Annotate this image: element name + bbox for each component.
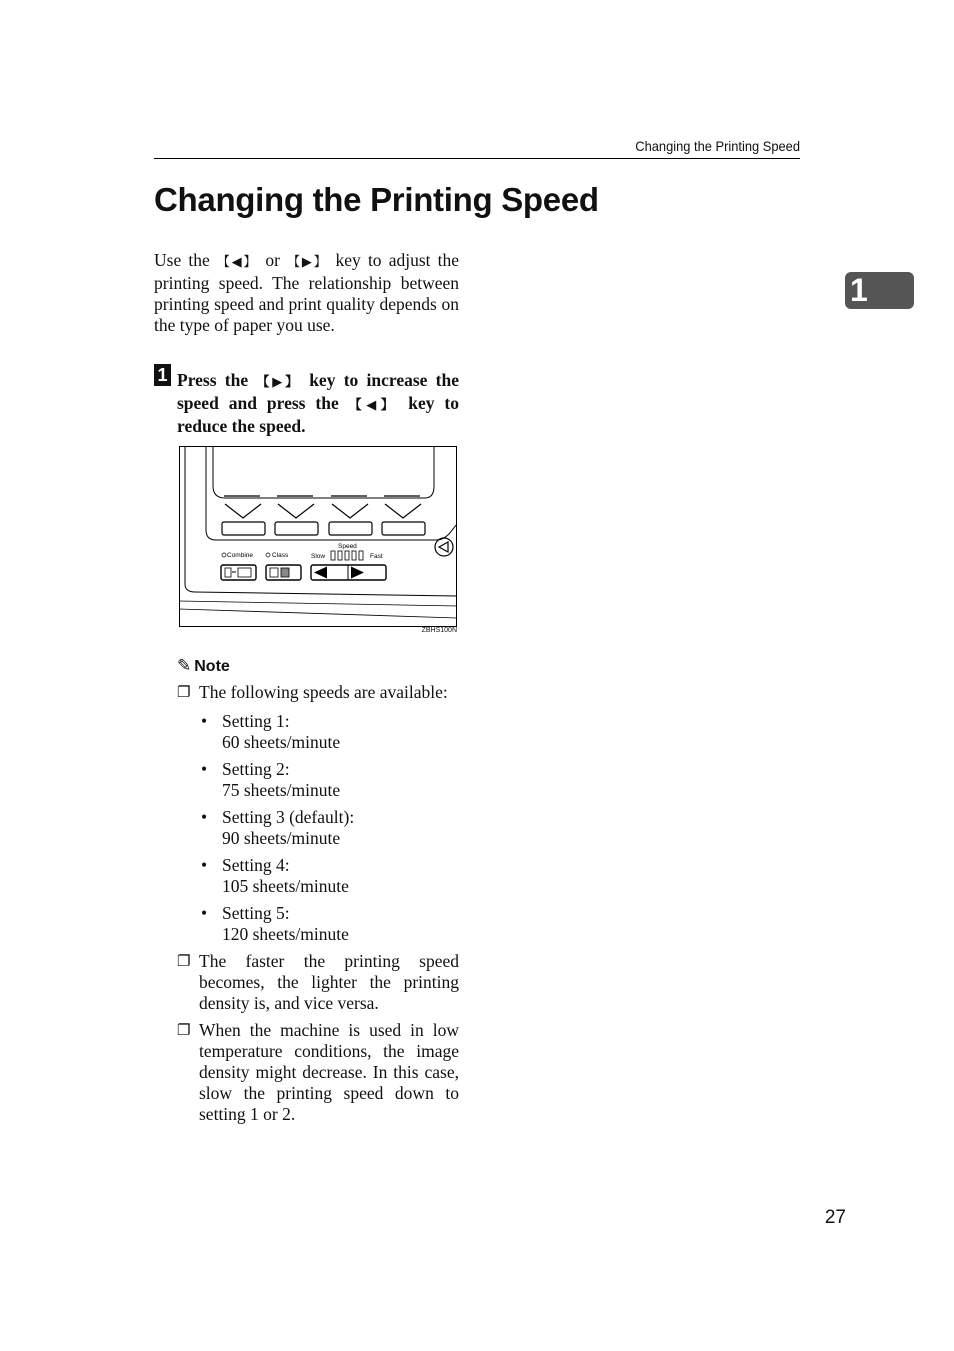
intro-text-2: or — [258, 250, 288, 270]
intro-text-1: Use the — [154, 250, 217, 270]
page-title: Changing the Printing Speed — [154, 181, 599, 218]
speed-setting-label: Setting 3 (default): — [222, 807, 355, 827]
speed-setting-value: 105 sheets/minute — [222, 876, 349, 896]
control-panel-illustration — [179, 446, 458, 627]
speed-label: Speed — [338, 543, 357, 550]
speed-setting-label: Setting 5: — [222, 903, 290, 923]
step-text-1: Press the — [177, 370, 257, 390]
step-instruction — [177, 370, 459, 437]
page-number: 27 — [824, 1207, 846, 1228]
speed-setting-value: 75 sheets/minute — [222, 780, 341, 800]
running-head: Changing the Printing Speed — [635, 138, 800, 154]
note-item — [177, 1020, 459, 1125]
chapter-tab — [845, 272, 914, 309]
step-text-2: key to increase the speed and press the — [177, 370, 459, 413]
step-right-key-label: 【▶】 — [256, 375, 301, 390]
note-item — [177, 682, 459, 945]
speed-setting-item: • Setting 4: 105 sheets/minute — [201, 855, 349, 896]
note-heading-text: Note — [194, 658, 230, 675]
left-key-label: 【◀】 — [216, 255, 259, 270]
speed-settings-list — [199, 711, 459, 945]
header-rule — [154, 158, 800, 159]
intro-paragraph — [154, 250, 459, 336]
note-heading — [177, 656, 230, 676]
combine-label: Combine — [227, 552, 254, 559]
pencil-icon: ✎ — [177, 656, 192, 676]
class-label: Class — [272, 552, 289, 559]
note-item — [177, 951, 459, 1014]
figure-code: ZBHS100N — [421, 627, 457, 634]
speed-setting-item: • Setting 1: 60 sheets/minute — [201, 711, 341, 752]
checkbox-bullet-icon: ❐ — [177, 1021, 191, 1039]
note-list — [177, 682, 459, 1131]
speed-setting-item: • Setting 2: 75 sheets/minute — [201, 759, 341, 800]
speed-setting-value: 120 sheets/minute — [222, 924, 349, 944]
speed-setting-value: 60 sheets/minute — [222, 732, 341, 752]
speed-setting-label: Setting 2: — [222, 759, 290, 779]
chapter-tab-number: 1 — [850, 272, 868, 308]
speed-setting-label: Setting 1: — [222, 711, 290, 731]
step-left-key-label: 【◀】 — [348, 398, 399, 413]
speed-setting-item: • Setting 3 (default): 90 sheets/minute — [201, 807, 355, 848]
note-item-text: When the machine is used in low temperature conditions, the image density might decrease. In this case, slow the printing speed down to setting 1 or 2. — [199, 1020, 459, 1124]
slow-label: Slow — [311, 553, 326, 560]
right-key-label: 【▶】 — [287, 255, 329, 270]
speed-setting-item: • Setting 5: 120 sheets/minute — [201, 903, 349, 944]
step-number-badge: 1 — [154, 364, 171, 386]
speed-setting-label: Setting 4: — [222, 855, 290, 875]
intro-text-3: key to adjust the printing speed. The relationship between printing speed and print quality depends on the type of paper you use. — [154, 250, 460, 335]
step-text-3: key to reduce the speed. — [177, 393, 459, 436]
speed-setting-value: 90 sheets/minute — [222, 828, 341, 848]
note-item-text: The faster the printing speed becomes, the lighter the printing density is, and vice versa. — [199, 951, 459, 1013]
note-item-text: The following speeds are available: — [199, 682, 448, 702]
checkbox-bullet-icon: ❐ — [177, 952, 191, 970]
fast-label: Fast — [370, 553, 383, 560]
checkbox-bullet-icon: ❐ — [177, 683, 191, 701]
